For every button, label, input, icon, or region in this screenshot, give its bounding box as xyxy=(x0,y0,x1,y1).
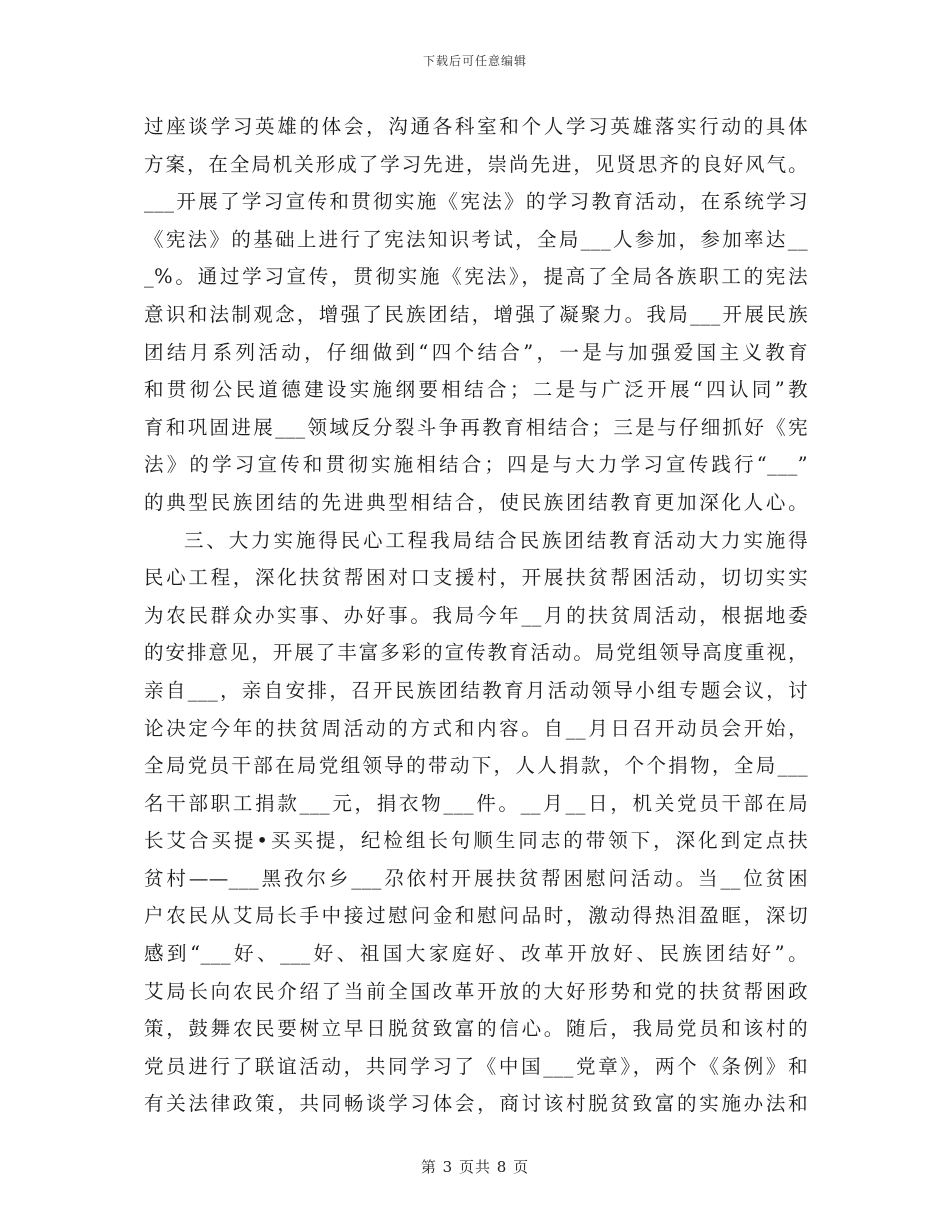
text-line: ___开展了学习宣传和贯彻实施《宪法》的学习教育活动，在系统学习 xyxy=(144,190,808,214)
text-line: 策，鼓舞农民要树立早日脱贫致富的信心。随后，我局党员和该村的 xyxy=(144,1017,808,1041)
text-line: 名干部职工捐款___元，捐衣物___件。__月__日，机关党员干部在局 xyxy=(144,791,808,815)
text-line: 户农民从艾局长手中接过慰问金和慰问品时，激动得热泪盈眶，深切 xyxy=(144,904,808,928)
page-header: 下载后可任意编辑 xyxy=(422,54,527,68)
text-line: 贫村——___黑孜尔乡___尕依村开展扶贫帮困慰问活动。当__位贫困 xyxy=(144,866,808,890)
text-line: 的安排意见，开展了丰富多彩的宣传教育活动。局党组领导高度重视， xyxy=(144,641,808,665)
text-line: 团结月系列活动，仔细做到“四个结合”，一是与加强爱国主义教育 xyxy=(144,340,808,364)
text-line: 育和巩固进展___领域反分裂斗争再教育相结合；三是与仔细抓好《宪 xyxy=(144,415,808,439)
text-line: 党员进行了联谊活动，共同学习了《中国___党章》，两个《条例》和 xyxy=(144,1054,808,1078)
section-heading-line: 三、大力实施得民心工程我局结合民族团结教育活动大力实施得 xyxy=(184,528,808,552)
text-line: 艾局长向农民介绍了当前全国改革开放的大好形势和党的扶贫帮困政 xyxy=(144,979,808,1003)
text-line: 为农民群众办实事、办好事。我局今年__月的扶贫周活动，根据地委 xyxy=(144,603,808,627)
text-line: 《宪法》的基础上进行了宪法知识考试，全局___人参加，参加率达__ xyxy=(144,227,808,251)
text-line: 民心工程，深化扶贫帮困对口支援村，开展扶贫帮困活动，切切实实 xyxy=(144,566,808,590)
text-line: 长艾合买提•买买提，纪检组长句顺生同志的带领下，深化到定点扶 xyxy=(144,829,808,853)
text-line: 方案，在全局机关形成了学习先进，崇尚先进，见贤思齐的良好风气。 xyxy=(144,152,808,176)
text-line: 全局党员干部在局党组领导的带动下，人人捐款，个个捐物，全局___ xyxy=(144,754,808,778)
text-line: 法》的学习宣传和贯彻实施相结合；四是与大力学习宣传践行“___” xyxy=(144,453,808,477)
text-line: 的典型民族团结的先进典型相结合，使民族团结教育更加深化人心。 xyxy=(144,490,808,514)
text-line: 和贯彻公民道德建设实施纲要相结合；二是与广泛开展“四认同”教 xyxy=(144,378,808,402)
text-line: 意识和法制观念，增强了民族团结，增强了凝聚力。我局___开展民族 xyxy=(144,302,808,326)
text-line: 过座谈学习英雄的体会，沟通各科室和个人学习英雄落实行动的具体 xyxy=(144,115,808,138)
text-line: 论决定今年的扶贫周活动的方式和内容。自__月日召开动员会开始， xyxy=(144,716,808,740)
text-line: 有关法律政策，共同畅谈学习体会，商讨该村脱贫致富的实施办法和 xyxy=(144,1092,808,1116)
text-line: 亲自___，亲自安排，召开民族团结教育月活动领导小组专题会议，讨 xyxy=(144,678,808,702)
text-line: 感到“___好、___好、祖国大家庭好、改革开放好、民族团结好”。 xyxy=(144,942,808,966)
body-text xyxy=(144,108,808,1123)
page-number: 第 3 页共 8 页 xyxy=(420,1158,530,1176)
text-line: _%。通过学习宣传，贯彻实施《宪法》，提高了全局各族职工的宪法 xyxy=(144,265,808,289)
